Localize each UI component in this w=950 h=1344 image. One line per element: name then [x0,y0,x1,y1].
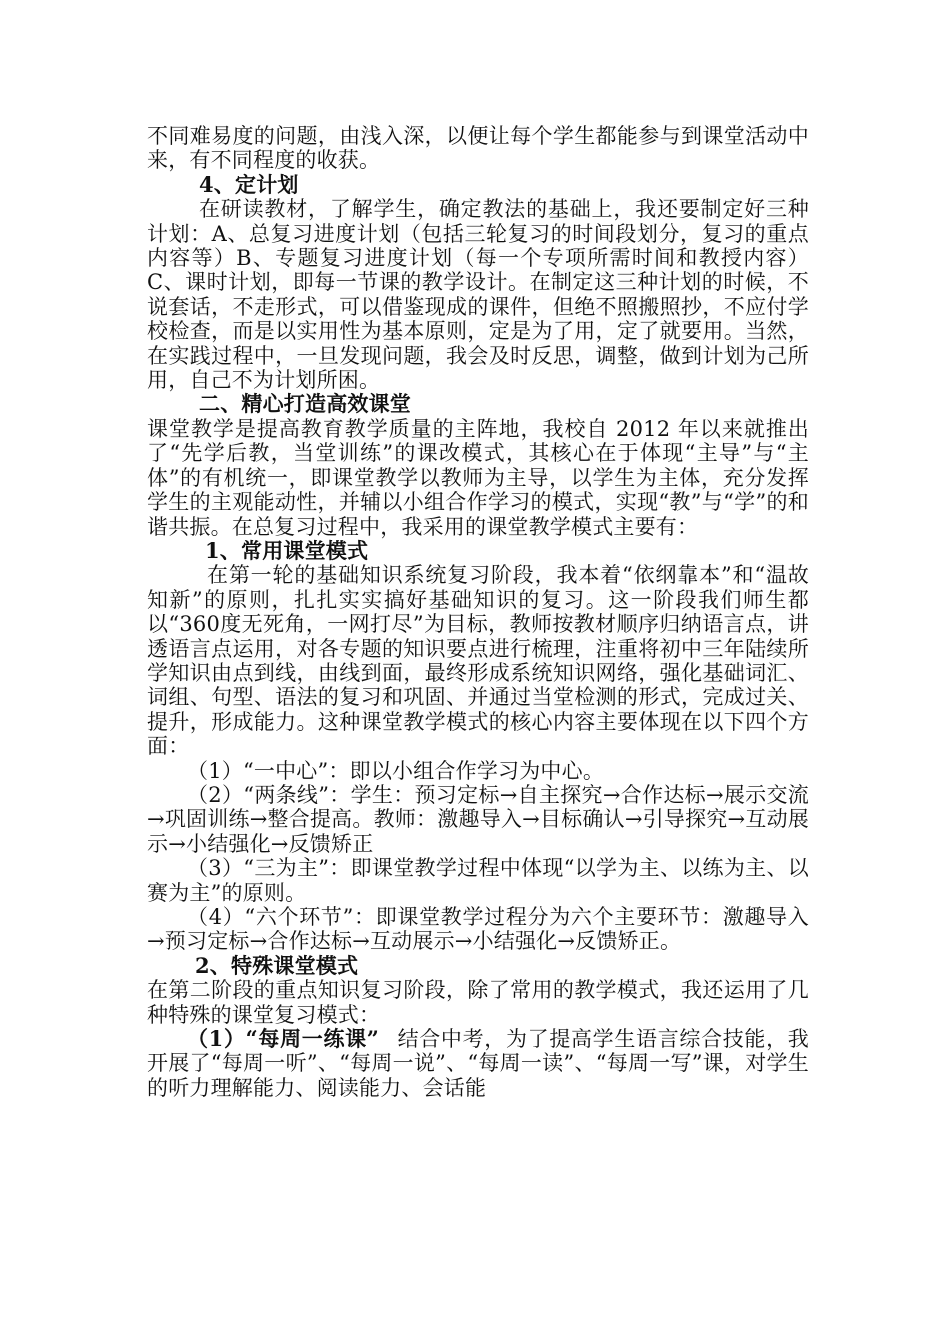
heading-make-plan: 4、定计划 [199,171,299,197]
paragraph-common-mode: 在第一轮的基础知识系统复习阶段，我本着“依纲靠本”和“温故知新”的原则，扎扎实实搞好基础知识的复习。这一阶段我们师生都以“360度无死角，一网打尽”为目标，教师按教材顺序归纳语言点，讲透语言点运用，对各专题的知识要点进行梳理，注重将初中三年陆续所学知识由点到线，由线到面，最终形成系统知识网络，强化基础词汇、词组、句型、语法的复习和巩固、并通过当堂检测的形式，完成过关、提升，形成能力。这种课堂教学模式的核心内容主要体现在以下四个方面： [147,563,809,759]
document-page [147,124,809,1100]
heading-common-mode: 1、常用课堂模式 [205,537,369,563]
paragraph-weekly-practice [147,1027,809,1100]
paragraph-intro-continuation: 不同难易度的问题，由浅入深，以便让每个学生都能参与到课堂活动中来，有不同程度的收获。 [147,124,809,173]
weekly-practice-text: 结合中考，为了提高学生语言综合技能，我开展了“每周一听”、“每周一说”、“每周一读”、“每周一写”课，对学生的听力理解能力、阅读能力、会话能 [147,1027,809,1100]
list-item-one-center: （1）“一中心”：即以小组合作学习为中心。 [187,758,605,783]
list-item-six-steps: （4）“六个环节”：即课堂教学过程分为六个主要环节：激趣导入→预习定标→合作达标→互动展示→小结强化→反馈矫正。 [147,905,809,954]
paragraph-efficient-classroom: 课堂教学是提高教育教学质量的主阵地，我校自 2012 年以来就推出了“先学后教，当堂训练”的课改模式，其核心在于体现“主导”与“主体”的有机统一，即课堂教学以教师为主导，以学生为主体，充分发挥学生的主观能动性，并辅以小组合作学习的模式，实现“教”与“学”的和谐共振。在总复习过程中，我采用的课堂教学模式主要有： [147,416,809,539]
list-item-three-main: （3）“三为主”：即课堂教学过程中体现“以学为主、以练为主、以赛为主”的原则。 [147,856,809,905]
heading-special-mode: 2、特殊课堂模式 [195,952,359,978]
heading-efficient-classroom: 二、精心打造高效课堂 [199,391,411,417]
paragraph-special-mode: 在第二阶段的重点知识复习阶段，除了常用的教学模式，我还运用了几种特殊的课堂复习模式： [147,978,809,1027]
weekly-practice-label: （1）“每周一练课” [187,1026,380,1052]
paragraph-make-plan: 在研读教材，了解学生，确定教法的基础上，我还要制定好三种计划：A、总复习进度计划（包括三轮复习的时间段划分，复习的重点内容等）B、专题复习进度计划（每一个专项所需时间和教授内容）C、课时计划，即每一节课的教学设计。在制定这三种计划的时候，不说套话，不走形式，可以借鉴现成的课件，但绝不照搬照抄，不应付学校检查，而是以实用性为基本原则，定是为了用，定了就要用。当然，在实践过程中，一旦发现问题，我会及时反思，调整，做到计划为己所用，自己不为计划所困。 [147,197,809,393]
list-item-two-lines: （2）“两条线”：学生：预习定标→自主探究→合作达标→展示交流→巩固训练→整合提高。教师：激趣导入→目标确认→引导探究→互动展示→小结强化→反馈矫正 [147,782,809,856]
